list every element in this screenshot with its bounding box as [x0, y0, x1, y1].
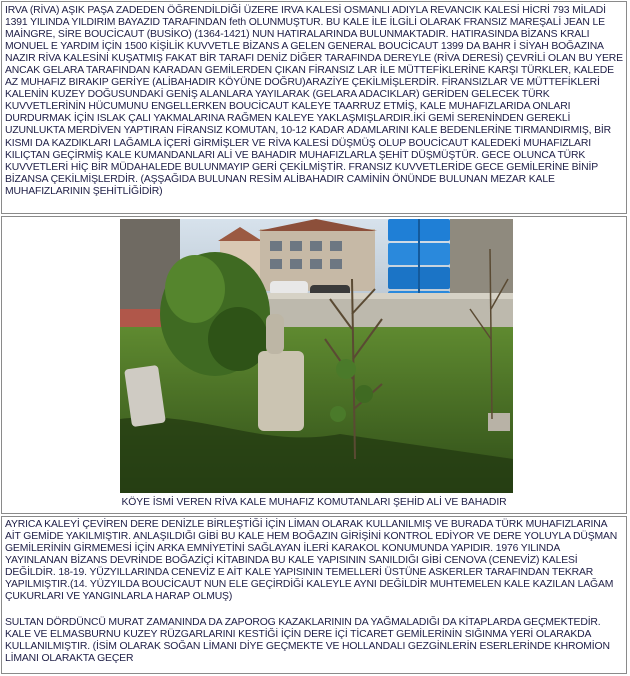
- car-white: [270, 281, 308, 295]
- history-text-box: [1, 1, 627, 214]
- grave-stone-center: [258, 351, 304, 431]
- photo-caption: KÖYE İSMİ VEREN RİVA KALE MUHAFIZ KOMUTANLARI ŞEHİD ALİ VE BAHADIR: [121, 497, 507, 508]
- history-paragraph: IRVA (RİVA) AŞIK PAŞA ZADEDEN ÖĞRENDİLDİĞİ ÜZERE IRVA KALESİ OSMANLI ADIYLA REVANCIK KALESİ HİCRİ 793 MİLADİ 1391 YILINDA YILDIRIM BAYAZID TARAFINDAN feth OLUNMUŞTUR. BU KALE İLE İLGİLİ OLARAK FRANSIZ MAREŞALİ JEAN LE MAİNGRE, SİRE BOUCİCAUT (BUSİKO) (1364-1421) NUN HATIRALARINDA BULUNMAKTADIR. HATIRASINDA BİZANS KRALI MONUEL E YARDIM İÇİN 1500 KİŞİLİK KUVVETLE BİZANS A GELEN GENERAL BOUCİCAUT 1399 DA BAHR İ SİYAH BOĞAZINA NAZIR RİVA KALESİNİ KUŞATMIŞ FAKAT BİR TARAFI DENİZ DİĞER TARAFINDA DEREYLE (RİVA DERESİ) ÇEVRİLİ OLAN BU YERE ANCAK GELARA TARAFINDAN KARADAN GEMİLERDEN ÇIKAN FİRANSIZ LAR İLE MÜTTEFİKLERİNE KARŞI TÜRKLER, KALEDE AZ MUHAFIZ BIRAKIP GERİYE (ALİBAHADIR KÖYÜNE DOĞRU)ARAZİYE ÇEKİLMİŞLERDİR. FİRANSIZLAR VE MÜTTEFİKLERİ KALENİN KUZEY DOĞUSUNDAKİ GENİŞ ALANLARA YAYILARAK (GELARA ADACIKLAR) GERİDEN GELECEK TÜRK KUVVETLERİNİN HÜCUMUNU ENGELLERKEN BOUCİCAUT KALEYE TAARRUZ ETMİŞ, KALE MUHAFIZLARIDA ONLARI DURDURMAK İÇİN ISLAK ÇALI YAKMALARINA RAĞMEN KALEYE YAKLAŞMIŞLARDIR.İKİ GEMİ SERENİNDEN GEREKLİ UZUNLUKTA MERDİVEN YAPTIRAN FİRANSIZ KOMUTAN, 10-12 KADAR ADAMLARINI KALE BEDENLERİNE TIRMANDIRMIŞ, BİR KISMI DA KAZDIKLARI LAĞAMLA İÇERİ GİRMİŞLER VE RİVA KALESİ DÜŞMÜŞ OLUP BOUCİCAUT KALEDEKİ MUHAFIZLARI KILIÇTAN GEÇİRMİŞ KALE KUMANDANLARI ALİ VE BAHADIR MUHAFIZLARLA ŞEHİT DÜŞMÜŞTÜR. GECE OLUNCA TÜRK KUVVETLERİ HİÇ BİR MÜDAHALEDE BULUNMAYIP GERİ ÇEKİLMİŞTİR. FRANSIZ KUVVETLERİDE GECE GEMİLERİNE BİNİP BİZANSA ÇEKİLMİŞLERDİR. (AŞŞAĞIDA BULUNAN RESİM ALİBAHADIR CAMİNİN ÖNÜNDE BULUNAN MEZAR KALE MUHAFIZLARININ ŞEHİTLİĞİDİR): [5, 5, 623, 197]
- blue-water-tanks: [388, 219, 450, 305]
- grave-headstone: [266, 314, 284, 354]
- martyrs-grave-photo: [120, 219, 513, 493]
- left-bush: [160, 252, 270, 376]
- photo-box: [1, 216, 627, 514]
- details-text-box: [1, 516, 627, 674]
- details-paragraph-2: SULTAN DÖRDÜNCÜ MURAT ZAMANINDA DA ZAPOROG KAZAKLARININ DA YAĞMALADIĞI DA KİTAPLARDA GEÇMEKTEDİR. KALE VE ELMASBURNU KUZEY RÜZGARLARINI KESTİĞİ İÇİN DERE İÇİ TİCARET GEMİLERİNİN SIĞINMA YERİ OLARAKDA KULLANILMIŞTIR. (İSİM OLARAK SOĞAN LİMANI DİYE GEÇMEKTE VE HOLLANDALI GEZGİNLERİN ESERLERİNDE KHROMİON LİMANI OLARAKTA GEÇER: [5, 617, 610, 665]
- details-paragraph-1: AYRICA KALEYİ ÇEVİREN DERE DENİZLE BİRLEŞTİĞİ İÇİN LİMAN OLARAK KULLANILMIŞ VE BURADA TÜRK MUHAFIZLARINA AİT GEMİDE YAKILMIŞTIR. ANLAŞILDIĞI GİBİ BU KALE HEM BOĞAZIN GİRİŞİNİ KONTROL EDİYOR VE DERE YOLUYLA DÜŞMAN GEMİLERİNİN GİRMEMESİ İÇİN ARKA EMNİYETİNİ SAĞLAYAN İLERİ KARAKOL KONUMUNDA YAPIDIR. 1976 YILINDA YAYINLANAN BİZANS DEVRİNDE BOĞAZİÇİ KİTABINDA BU KALE YAPISININ SANILDIĞI GİBİ CENOVA (CENEVİZ) KALESİ DEĞİLDİR. 18-19. YÜZYILLARINDA CENEVİZ E AİT KALE YAPISININ TEMELLERİ ÜSTÜNE ASKERLER TARAFINDAN TEKRAR YAPILMIŞTIR.(14. YÜZYILDA BOUCİCAUT NUN ELE GEÇİRDİĞİ KALEYLE AYNI DEĞİLDİR MUHTEMELEN KALE KAZILAN LAĞAM ÇUKURLARI VE YANGINLARLA HARAP OLMUŞ): [5, 519, 618, 603]
